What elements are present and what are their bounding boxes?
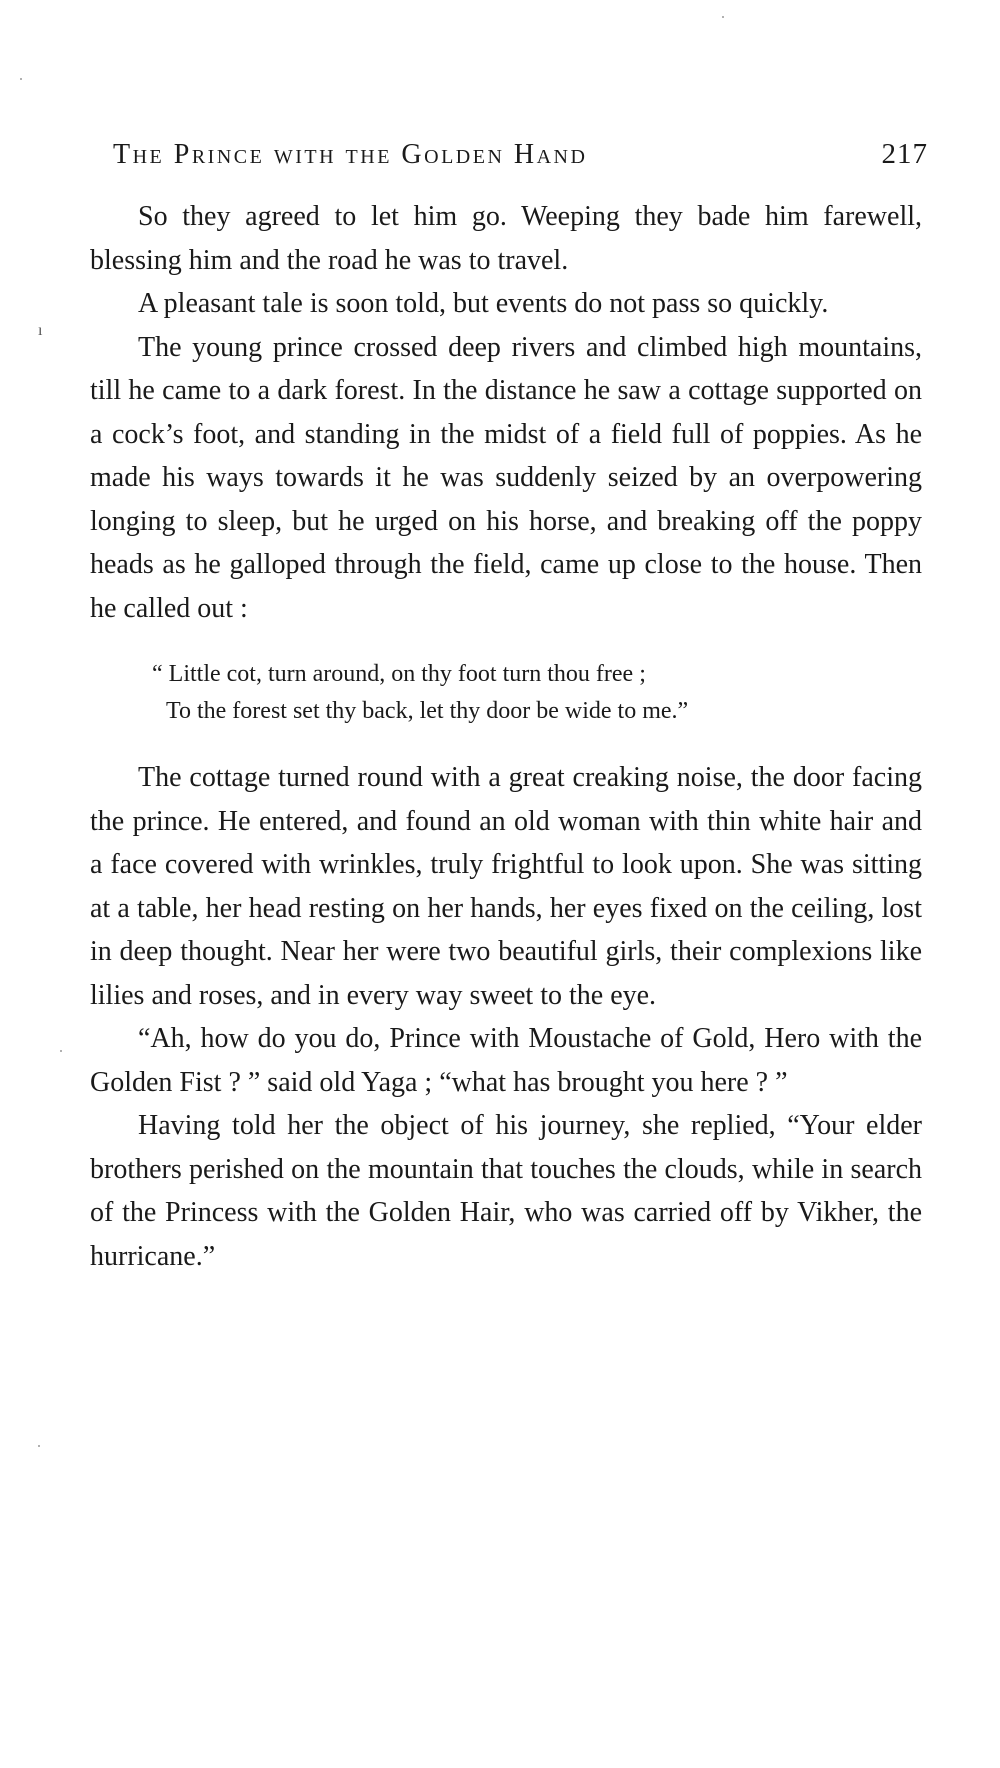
margin-speck (38, 1445, 40, 1447)
verse-block (90, 656, 922, 730)
body-text (90, 195, 922, 1278)
verse-line: “ Little cot, turn around, on thy foot turn thou free ; (152, 661, 646, 687)
page-number: 217 (881, 138, 928, 170)
paragraph: The young prince crossed deep rivers and climbed high mountains, till he came to a dark forest. In the distance he saw a cottage supported on a cock’s foot, and standing in the midst of a field full of poppies. As he made his ways towards it he was suddenly seized by an overpowering longing to sleep, but he urged on his horse, and breaking off the poppy heads as he galloped through the field, came up close to the house. Then he called out : (90, 331, 922, 624)
margin-speck (20, 78, 22, 80)
paragraph: “Ah, how do you do, Prince with Moustache of Gold, Hero with the Golden Fist ? ” said old Yaga ; “what has brought you here ? ” (90, 1023, 922, 1098)
paragraph: So they agreed to let him go. Weeping they bade him farewell, blessing him and the road he was to travel. (90, 201, 922, 276)
running-head (113, 138, 928, 171)
running-head-title: The Prince with the Golden Hand (113, 139, 588, 170)
paragraph: Having told her the object of his journey, she replied, “Your elder brothers perished on the mountain that touches the clouds, while in search of the Princess with the Golden Hair, who was carried off by Vikher, the hurricane.” (90, 1110, 922, 1272)
verse-line: To the forest set thy back, let thy door be wide to me.” (166, 698, 689, 724)
margin-tick-mark: ı (38, 322, 43, 339)
margin-speck (60, 1050, 62, 1052)
paragraph: The cottage turned round with a great creaking noise, the door facing the prince. He entered, and found an old woman with thin white hair and a face covered with wrinkles, truly frightful to look upon. She was sitting at a table, her head resting on her hands, her eyes fixed on the ceiling, lost in deep thought. Near her were two beautiful girls, their complexions like lilies and roses, and in every way sweet to the eye. (90, 762, 922, 1011)
margin-speck (722, 16, 724, 18)
paragraph: A pleasant tale is soon told, but events do not pass so quickly. (138, 288, 829, 319)
